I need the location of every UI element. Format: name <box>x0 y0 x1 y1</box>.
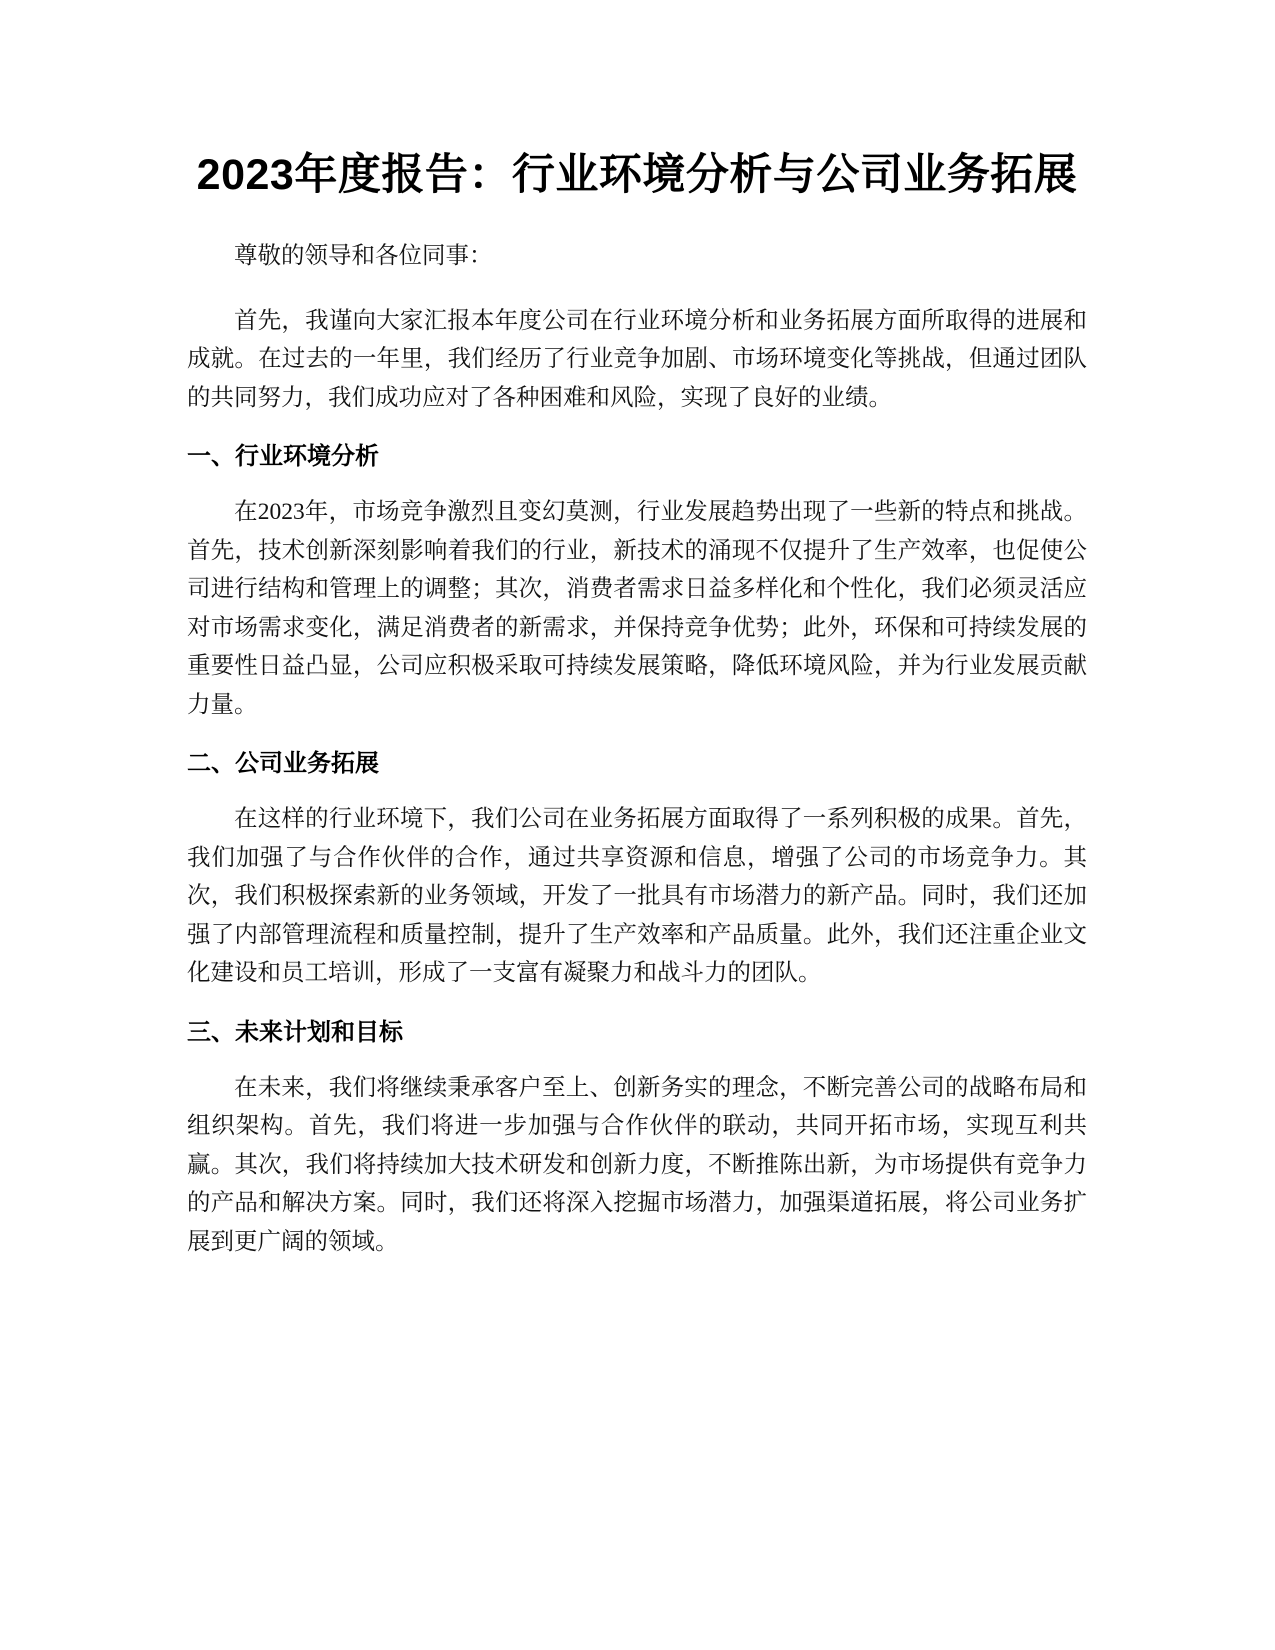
section-heading: 二、公司业务拓展 <box>187 750 379 777</box>
section-paragraph: 在2023年，市场竞争激烈且变幻莫测，行业发展趋势出现了一些新的特点和挑战。首先，技术创新深刻影响着我们的行业，新技术的涌现不仅提升了生产效率，也促使公司进行结构和管理上的调整；其次，消费者需求日益多样化和个性化，我们必须灵活应对市场需求变化，满足消费者的新需求，并保持竞争优势；此外，环保和可持续发展的重要性日益凸显，公司应积极采取可持续发展策略，降低环境风险，并为行业发展贡献力量。 <box>187 499 1087 718</box>
section-future-plans <box>187 1013 1087 1262</box>
section-industry-analysis <box>187 437 1087 724</box>
section-heading: 一、行业环境分析 <box>187 443 379 470</box>
section-paragraph: 在这样的行业环境下，我们公司在业务拓展方面取得了一系列积极的成果。首先，我们加强了与合作伙伴的合作，通过共享资源和信息，增强了公司的市场竞争力。其次，我们积极探索新的业务领域，开发了一批具有市场潜力的新产品。同时，我们还加强了内部管理流程和质量控制，提升了生产效率和产品质量。此外，我们还注重企业文化建设和员工培训，形成了一支富有凝聚力和战斗力的团队。 <box>187 806 1087 986</box>
intro-paragraph: 首先，我谨向大家汇报本年度公司在行业环境分析和业务拓展方面所取得的进展和成就。在过去的一年里，我们经历了行业竞争加剧、市场环境变化等挑战，但通过团队的共同努力，我们成功应对了各种困难和风险，实现了良好的业绩。 <box>187 307 1087 411</box>
document-title: 2023年度报告：行业环境分析与公司业务拓展 <box>196 151 1078 199</box>
greeting-paragraph: 尊敬的领导和各位同事： <box>234 243 493 269</box>
section-business-expansion <box>187 744 1087 993</box>
section-heading: 三、未来计划和目标 <box>187 1018 403 1046</box>
section-paragraph: 在未来，我们将继续秉承客户至上、创新务实的理念，不断完善公司的战略布局和组织架构。首先，我们将进一步加强与合作伙伴的联动，共同开拓市场，实现互利共赢。其次，我们将持续加大技术研发和创新力度，不断推陈出新，为市场提供有竞争力的产品和解决方案。同时，我们还将深入挖掘市场潜力，加强渠道拓展，将公司业务扩展到更广阔的领域。 <box>187 1074 1087 1255</box>
document-content <box>187 140 1087 1281</box>
